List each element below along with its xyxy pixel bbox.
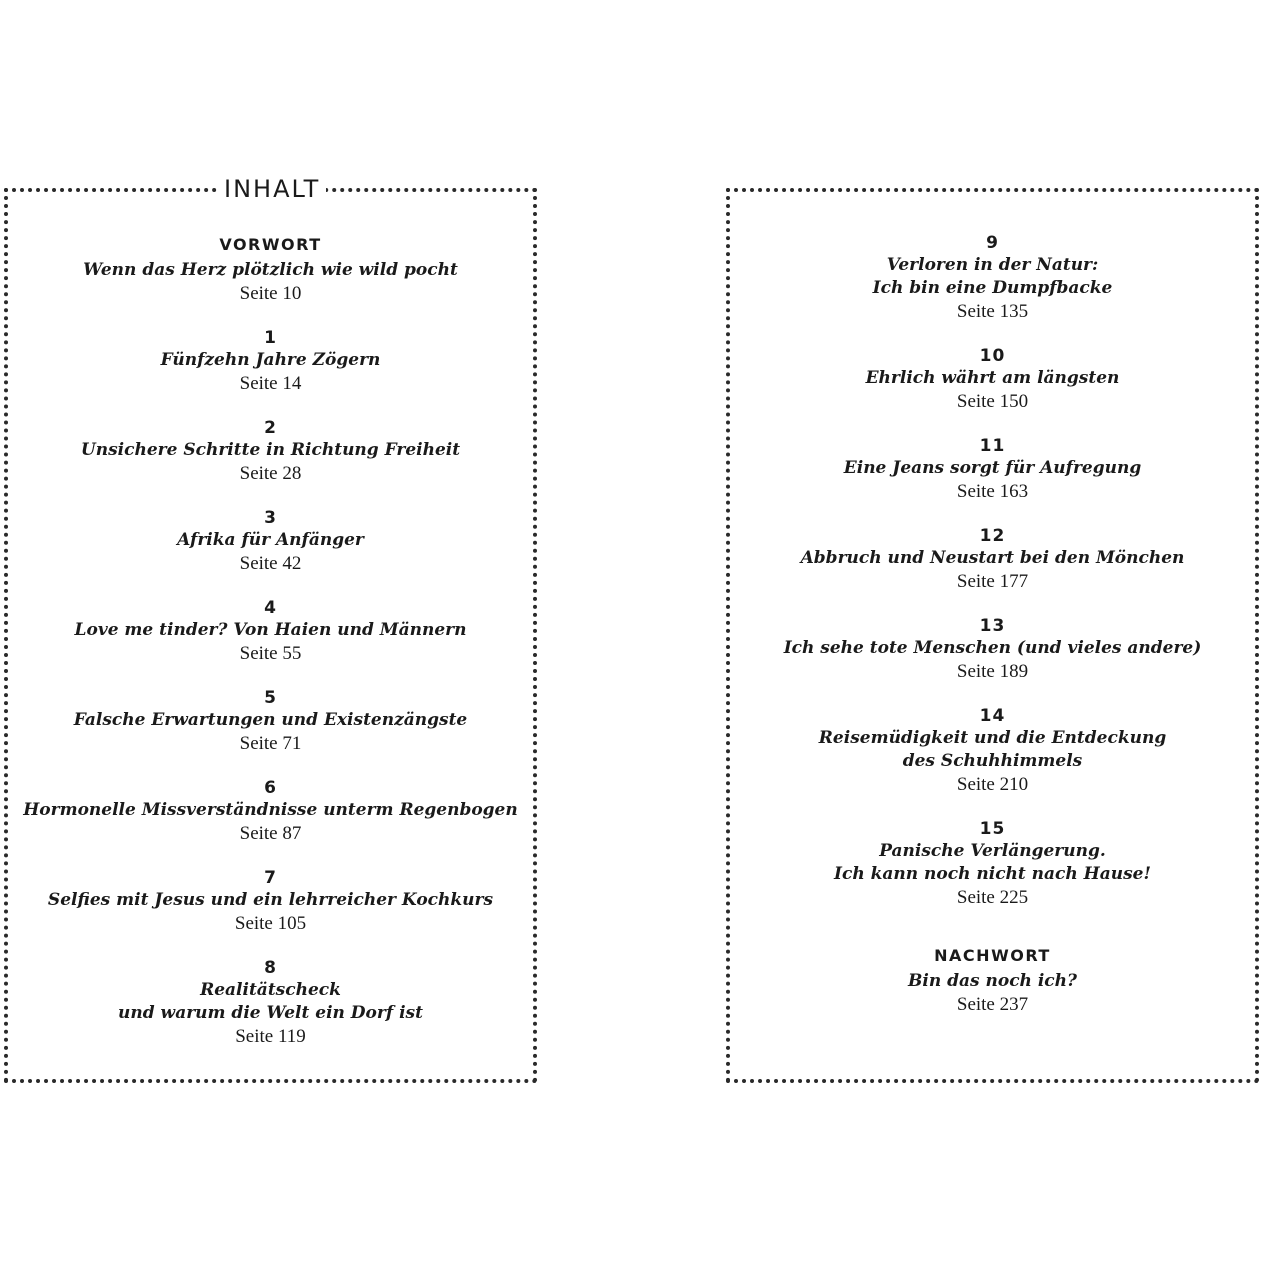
entry-label: 11: [979, 436, 1006, 456]
entry-title: Love me tinder? Von Haien und Männern: [74, 620, 467, 640]
entry-label: 10: [979, 346, 1006, 366]
entry-label: 2: [264, 418, 277, 438]
entry-label: 13: [979, 616, 1006, 636]
entry-title-line-1: Reisemüdigkeit und die Entdeckung: [818, 728, 1167, 748]
toc-entry-chapter-1[interactable]: [8, 327, 533, 395]
entry-title: Ehrlich währt am längsten: [865, 368, 1120, 388]
entry-title: Afrika für Anfänger: [177, 530, 364, 550]
entry-title-line-1: Verloren in der Natur:: [886, 255, 1099, 275]
contents-frame-left: [4, 175, 537, 1083]
entry-title: Selfies mit Jesus und ein lehrreicher Kochkurs: [47, 890, 494, 910]
toc-entry-nachwort[interactable]: [730, 945, 1255, 1016]
entry-page: Seite 237: [956, 994, 1029, 1015]
entry-label: 14: [979, 706, 1006, 726]
entry-title-line-2: und warum die Welt ein Dorf ist: [118, 1003, 423, 1023]
entry-label: 3: [264, 508, 277, 528]
entry-page: Seite 135: [956, 301, 1029, 322]
entry-page: Seite 14: [239, 373, 302, 394]
toc-entry-chapter-4[interactable]: [8, 597, 533, 665]
entry-title-line-2: Ich kann noch nicht nach Hause!: [834, 864, 1151, 884]
entry-title-line-1: Realitätscheck: [200, 980, 341, 1000]
entry-page: Seite 55: [239, 643, 302, 664]
entry-label: 8: [264, 958, 277, 978]
entry-title: Falsche Erwartungen und Existenzängste: [73, 710, 468, 730]
entry-title: Wenn das Herz plötzlich wie wild pocht: [83, 260, 458, 280]
toc-entry-chapter-12[interactable]: [730, 525, 1255, 593]
toc-entry-chapter-9[interactable]: [730, 232, 1255, 323]
toc-entry-chapter-14[interactable]: [730, 705, 1255, 796]
contents-heading: INHALT: [218, 174, 326, 204]
entry-page: Seite 119: [235, 1026, 306, 1047]
entry-page: Seite 225: [956, 887, 1029, 908]
entry-title-line-2: Ich bin eine Dumpfbacke: [872, 278, 1113, 298]
toc-entry-chapter-15[interactable]: [730, 818, 1255, 909]
toc-entry-vorwort[interactable]: [8, 234, 533, 305]
entry-page: Seite 105: [234, 913, 307, 934]
entry-title: Unsichere Schritte in Richtung Freiheit: [80, 440, 461, 460]
toc-entry-chapter-7[interactable]: [8, 867, 533, 935]
entry-label: VORWORT: [219, 235, 322, 254]
toc-entry-chapter-3[interactable]: [8, 507, 533, 575]
contents-list-right: [730, 232, 1255, 1038]
entry-title: Hormonelle Missverständnisse unterm Regenbogen: [23, 800, 518, 820]
entry-label: 15: [979, 819, 1006, 839]
toc-entry-chapter-5[interactable]: [8, 687, 533, 755]
contents-frame-right: [726, 188, 1259, 1083]
entry-page: Seite 87: [239, 823, 302, 844]
entry-page: Seite 71: [239, 733, 302, 754]
toc-entry-chapter-13[interactable]: [730, 615, 1255, 683]
entry-title: Bin das noch ich?: [908, 971, 1077, 991]
entry-label: 5: [264, 688, 277, 708]
entry-title: Ich sehe tote Menschen (und vieles andere): [783, 638, 1202, 658]
entry-label: NACHWORT: [934, 946, 1051, 965]
entry-title: Fünfzehn Jahre Zögern: [160, 350, 381, 370]
entry-label: 7: [264, 868, 277, 888]
toc-entry-chapter-8[interactable]: [8, 957, 533, 1048]
entry-label: 1: [264, 328, 277, 348]
entry-page: Seite 189: [956, 661, 1029, 682]
entry-page: Seite 150: [956, 391, 1029, 412]
contents-list-left: [8, 234, 533, 1070]
entry-label: 4: [264, 598, 277, 618]
entry-title-line-1: Panische Verlängerung.: [879, 841, 1106, 861]
entry-title: Abbruch und Neustart bei den Mönchen: [800, 548, 1185, 568]
entry-label: 9: [986, 233, 999, 253]
toc-entry-chapter-6[interactable]: [8, 777, 533, 845]
entry-title: Eine Jeans sorgt für Aufregung: [843, 458, 1142, 478]
entry-page: Seite 210: [956, 774, 1029, 795]
entry-page: Seite 163: [956, 481, 1029, 502]
entry-page: Seite 42: [239, 553, 302, 574]
entry-page: Seite 10: [239, 283, 302, 304]
toc-entry-chapter-11[interactable]: [730, 435, 1255, 503]
entry-label: 6: [264, 778, 277, 798]
toc-entry-chapter-10[interactable]: [730, 345, 1255, 413]
entry-page: Seite 28: [239, 463, 302, 484]
entry-label: 12: [979, 526, 1006, 546]
entry-title-line-2: des Schuhhimmels: [902, 751, 1083, 771]
toc-entry-chapter-2[interactable]: [8, 417, 533, 485]
entry-page: Seite 177: [956, 571, 1029, 592]
